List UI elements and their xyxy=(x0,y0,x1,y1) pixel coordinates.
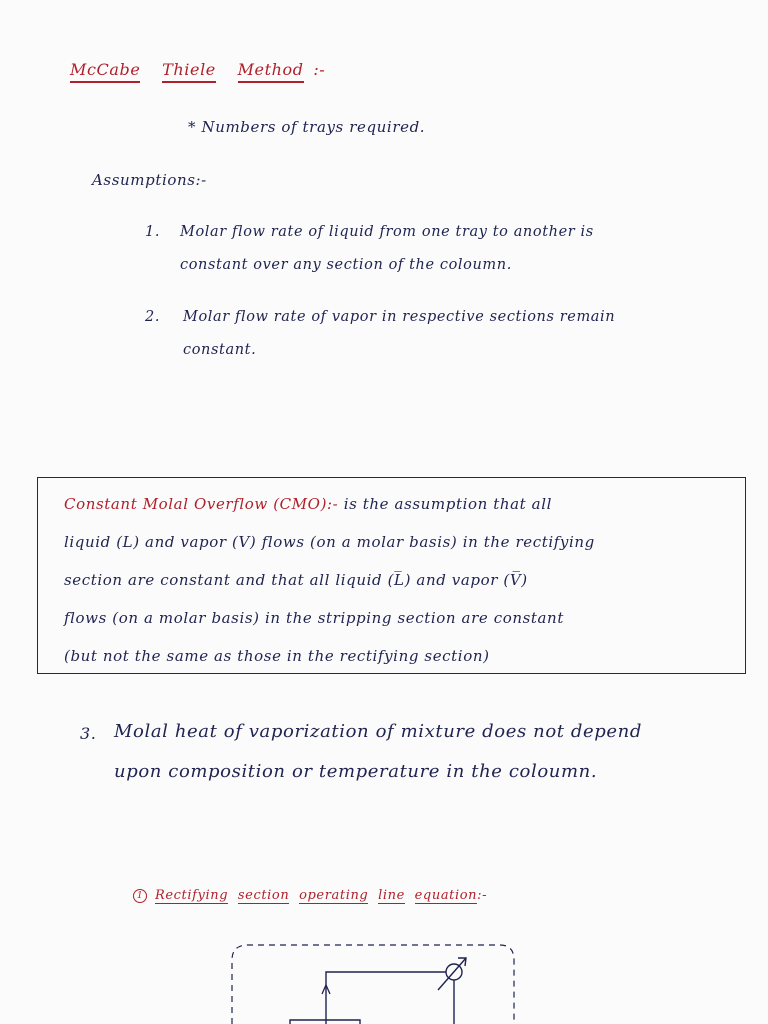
note-trays: * Numbers of trays required. xyxy=(188,118,426,136)
column-top xyxy=(290,1020,360,1024)
assumption-line: constant. xyxy=(183,342,257,358)
assumption-number: 3. xyxy=(80,724,97,743)
assumption-number: 1. xyxy=(145,224,161,240)
section-number: 1 xyxy=(133,889,147,903)
section-word: line xyxy=(378,888,405,903)
section-word: equation xyxy=(414,888,478,903)
title-word-thiele: Thiele xyxy=(162,60,216,83)
title-word-mccabe: McCabe xyxy=(70,60,140,83)
assumption-line: Molal heat of vaporization of mixture does not depend xyxy=(114,721,642,742)
title-word-method: Method xyxy=(238,60,304,83)
assumption-line: Molar flow rate of liquid from one tray to another is xyxy=(180,224,594,240)
section-word: section xyxy=(237,888,290,903)
assumptions-heading: Assumptions:- xyxy=(92,171,207,189)
cmo-line-3: section are constant and that all liquid (L̅) and vapor (V̅) xyxy=(64,571,528,589)
cmo-line-5: (but not the same as those in the rectifying section) xyxy=(64,647,490,665)
control-volume-boundary xyxy=(232,945,514,1024)
assumption-number: 2. xyxy=(145,309,161,325)
section-suffix: :- xyxy=(477,888,488,903)
section-word: Rectifying xyxy=(155,888,229,903)
section-word: operating xyxy=(299,888,369,903)
cmo-text: is the assumption that all xyxy=(338,495,552,513)
vapor-line xyxy=(326,972,454,1024)
assumption-line: constant over any section of the coloumn. xyxy=(180,257,512,273)
cmo-line-2: liquid (L) and vapor (V) flows (on a molar basis) in the rectifying xyxy=(64,533,595,551)
title-suffix: :- xyxy=(313,60,326,79)
cmo-label: Constant Molal Overflow (CMO):- xyxy=(64,495,339,513)
cmo-line-4: flows (on a molar basis) in the stripping section are constant xyxy=(64,609,564,627)
assumption-line: upon composition or temperature in the coloumn. xyxy=(114,761,598,782)
assumption-line: Molar flow rate of vapor in respective sections remain xyxy=(183,309,616,325)
